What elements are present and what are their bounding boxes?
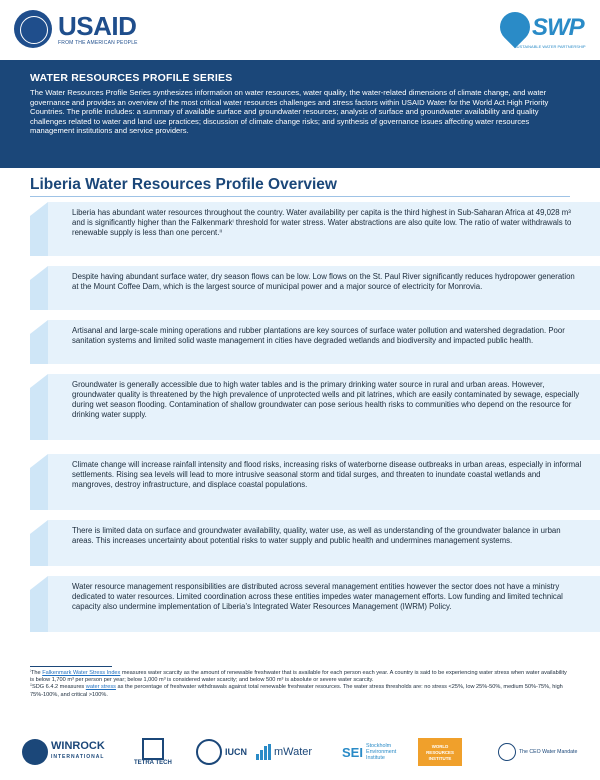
overview-paragraph: Climate change will increase rainfall intensity and flood risks, increasing risks of waterborne disease outbreaks in urban areas, especially in informal settlements. Rising sea levels will lead to more intrusive seasonal storm and tidal surges, and threaten to inundate coastal wetlands and mangroves, destroy infrastructure, and displace coastal populations. <box>72 460 582 489</box>
overview-paragraph: There is limited data on surface and groundwater availability, quality, water use, as well as understanding of the groundwater balance in urban areas. This increases uncertainty about potential risks to water supply and public health and undermines management systems. <box>72 526 561 545</box>
usaid-logo <box>14 10 138 48</box>
swp-logo <box>496 10 586 50</box>
winrock-icon <box>22 739 48 765</box>
overview-paragraph: Artisanal and large-scale mining operations and rubber plantations are key sources of surface water pollution and watershed degradation. Poor sanitation systems and limited solid waste management in cities have degraded wetlands and biodiversity and impacted public health. <box>72 326 565 345</box>
series-banner <box>0 60 600 168</box>
wri-name: WORLD RESOURCES INSTITUTE <box>418 738 462 766</box>
globe-icon <box>498 743 516 761</box>
overview-box <box>48 202 600 256</box>
usaid-wordmark: USAID <box>58 10 137 41</box>
footnote-divider <box>30 666 112 667</box>
mwater-name: mWater <box>274 746 313 758</box>
footnote-2 <box>30 684 570 698</box>
overview-box <box>48 520 600 566</box>
sei-name: SEI <box>342 744 363 760</box>
ceo-water-mandate-logo <box>498 734 577 770</box>
mwater-logo <box>256 734 312 770</box>
footnote-1-text: measures water scarcity as the amount of renewable freshwater that is available for each person each year. A country is said to be experiencing water stress when water availability is below 1,700 m³ per person per year; below 1,000 m³ is considered water scarcity; and below 500 m³ is absolute or severe water scarcity. <box>30 670 567 684</box>
winrock-name: WINROCK <box>51 740 105 752</box>
falkenmark-link[interactable]: Falkenmark Water Stress Index <box>42 670 121 676</box>
box-accent <box>30 576 48 632</box>
footnote-1 <box>30 670 570 684</box>
winrock-sub: INTERNATIONAL <box>51 754 105 760</box>
overview-paragraph: Groundwater is generally accessible due to high water tables and is the primary drinking water source in rural and urban areas. However, groundwater quality is threatened by the high prevalence of unprotected wells and pit latrines, which are easily contaminated by sewage, especially during wet season flooding. Contamination of shallow groundwater can pose serious health risks to communities who depend on the resource for drinking water supply. <box>72 380 580 419</box>
footnotes <box>30 670 570 699</box>
title-divider <box>30 196 570 197</box>
overview-box <box>48 374 600 440</box>
box-accent <box>30 320 48 364</box>
overview-paragraph: Liberia has abundant water resources throughout the country. Water availability per capita is the third highest in Sub-Saharan Africa at 49,028 m³ and is significantly higher than the Falkenmarkⁱ threshold for water stress. Water abstractions are also quite low. The ratio of water withdrawals to renewable supply is less than one percent.ⁱⁱ <box>72 208 572 237</box>
series-title: WATER RESOURCES PROFILE SERIES <box>30 72 233 84</box>
usaid-seal-icon <box>14 10 52 48</box>
iucn-name: IUCN <box>225 747 247 757</box>
iucn-icon <box>196 739 222 765</box>
box-accent <box>30 520 48 566</box>
swp-tagline: SUSTAINABLE WATER PARTNERSHIP <box>514 44 586 49</box>
water-drop-icon <box>494 6 536 48</box>
water-stress-link[interactable]: water stress <box>85 684 116 691</box>
series-intro: The Water Resources Profile Series synthesizes information on water resources, water quality, the water-related dimensions of climate change, and water governance and provides an overview of the most critical water resources challenges and stress factors within USAID Water for the World Act High Priority Countries. The profile includes: a summary of available surface and groundwater resources; analysis of surface and groundwater availability and quality challenges related to water and land use practices; discussion of climate change risks; and synthesis of governance issues affecting water resources management institutions and service providers. <box>30 88 549 136</box>
overview-box <box>48 576 600 632</box>
overview-title: Liberia Water Resources Profile Overview <box>30 176 337 193</box>
tetratech-icon <box>142 738 164 760</box>
footnote-2-text: as the percentage of freshwater withdrawals against total renewable freshwater resources. The water stress thresholds are: no stress <25%, low 25%-50%, medium 50%-75%, high 75%-100%, and critical >100%. <box>30 684 563 698</box>
partner-logos <box>0 734 600 774</box>
page-header <box>0 0 600 60</box>
overview-box <box>48 266 600 310</box>
box-accent <box>30 374 48 440</box>
usaid-tagline: FROM THE AMERICAN PEOPLE <box>58 39 138 46</box>
box-accent <box>30 454 48 510</box>
sei-sub: Stockholm Environment Institute <box>365 743 397 761</box>
overview-paragraph: Despite having abundant surface water, dry season flows can be low. Low flows on the St. Paul River significantly reduces hydropower generation at the Mount Coffee Dam, which is the largest source of municipal power and a major source of electricity for Monrovia. <box>72 272 575 291</box>
sei-logo <box>342 734 406 770</box>
tetratech-name: TETRA TECH <box>134 760 172 766</box>
tetratech-logo <box>134 734 172 770</box>
wri-logo <box>418 734 462 770</box>
swp-wordmark: SWP <box>532 14 584 41</box>
ceo-name: The CEO Water Mandate <box>519 749 578 755</box>
box-accent <box>30 202 48 256</box>
box-accent <box>30 266 48 310</box>
overview-paragraph: Water resource management responsibilities are distributed across several management entities however the sector does not have a ministry dedicated to water resources. Limited coordination across these entities impedes water management efforts. Low funding and limited technical capacity also undermine implementation of Liberia’s Integrated Water Resources Management (IWRM) Policy. <box>72 582 563 611</box>
footnote-1-mark: ⁱThe <box>30 670 43 676</box>
footnote-2-mark: ⁱⁱSDG 6.4.2 measures <box>30 684 86 691</box>
winrock-logo <box>22 734 105 770</box>
overview-box <box>48 320 600 364</box>
iucn-logo <box>196 734 247 770</box>
bar-chart-icon <box>256 744 272 760</box>
overview-box <box>48 454 600 510</box>
